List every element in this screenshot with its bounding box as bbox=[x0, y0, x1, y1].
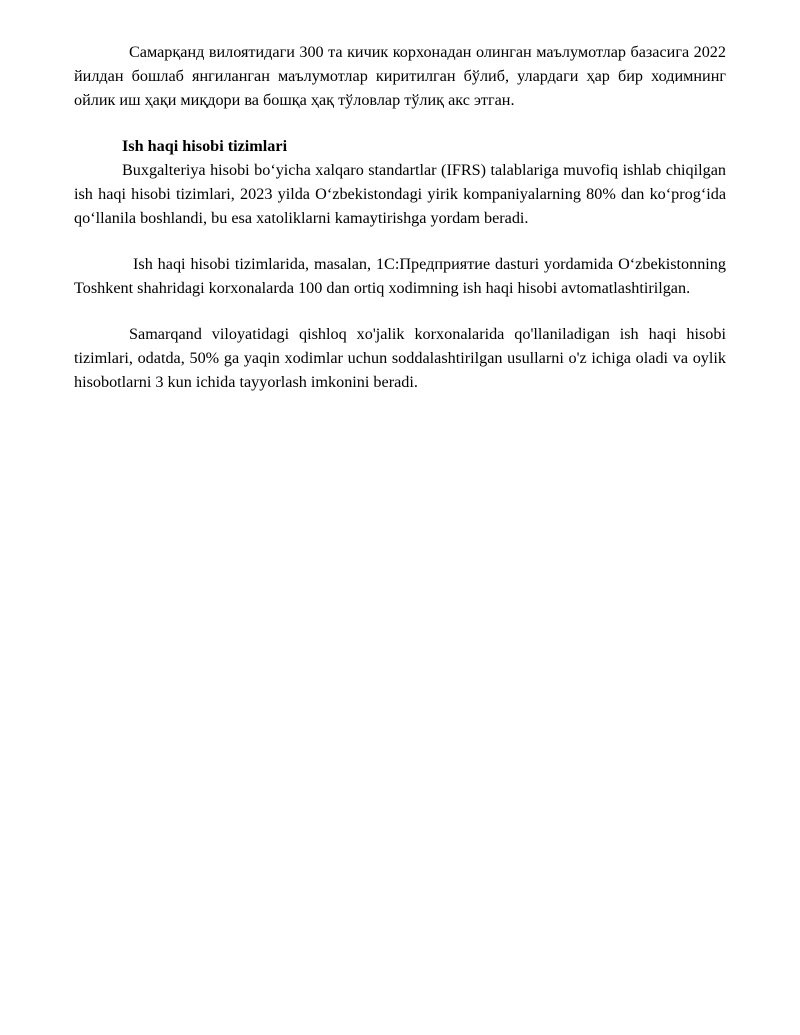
paragraph-agriculture-systems: Samarqand viloyatidagi qishloq xo'jalik korxonalarida qo'llaniladigan ish haqi hisobi tizimlari, odatda, 50% ga yaqin xodimlar uchun soddalashtirilgan usullarni o'z ichiga oladi va oylik hisobotlarni 3 kun ichida tayyorlash imkonini beradi. bbox=[74, 325, 726, 391]
paragraph-ifrs-systems: Buxgalteriya hisobi boʻyicha xalqaro standartlar (IFRS) talablariga muvofiq ishlab chiqilgan ish haqi hisobi tizimlari, 2023 yilda Oʻzbekistondagi yirik kompaniyalarning 80% dan koʻprogʻida qoʻllanila boshlandi, bu esa xatoliklarni kamaytirishga yordam beradi. bbox=[74, 161, 726, 227]
paragraph-1c-automation: Ish haqi hisobi tizimlarida, masalan, 1C:Предприятие dasturi yordamida Oʻzbekistonning Toshkent shahridagi korxonalarda 100 dan ortiq xodimning ish haqi hisobi avtomatlashtirilgan. bbox=[74, 255, 726, 297]
section-heading: Ish haqi hisobi tizimlari bbox=[122, 137, 288, 155]
document-body bbox=[74, 40, 726, 394]
paragraph-database-intro: Самарқанд вилоятидаги 300 та кичик корхонадан олинган маълумотлар базасига 2022 йилдан бошлаб янгиланган маълумотлар киритилган бўлиб, улардаги ҳар бир ходимнинг ойлик иш ҳақи миқдори ва бошқа ҳақ тўловлар тўлиқ акс этган. bbox=[74, 43, 726, 109]
